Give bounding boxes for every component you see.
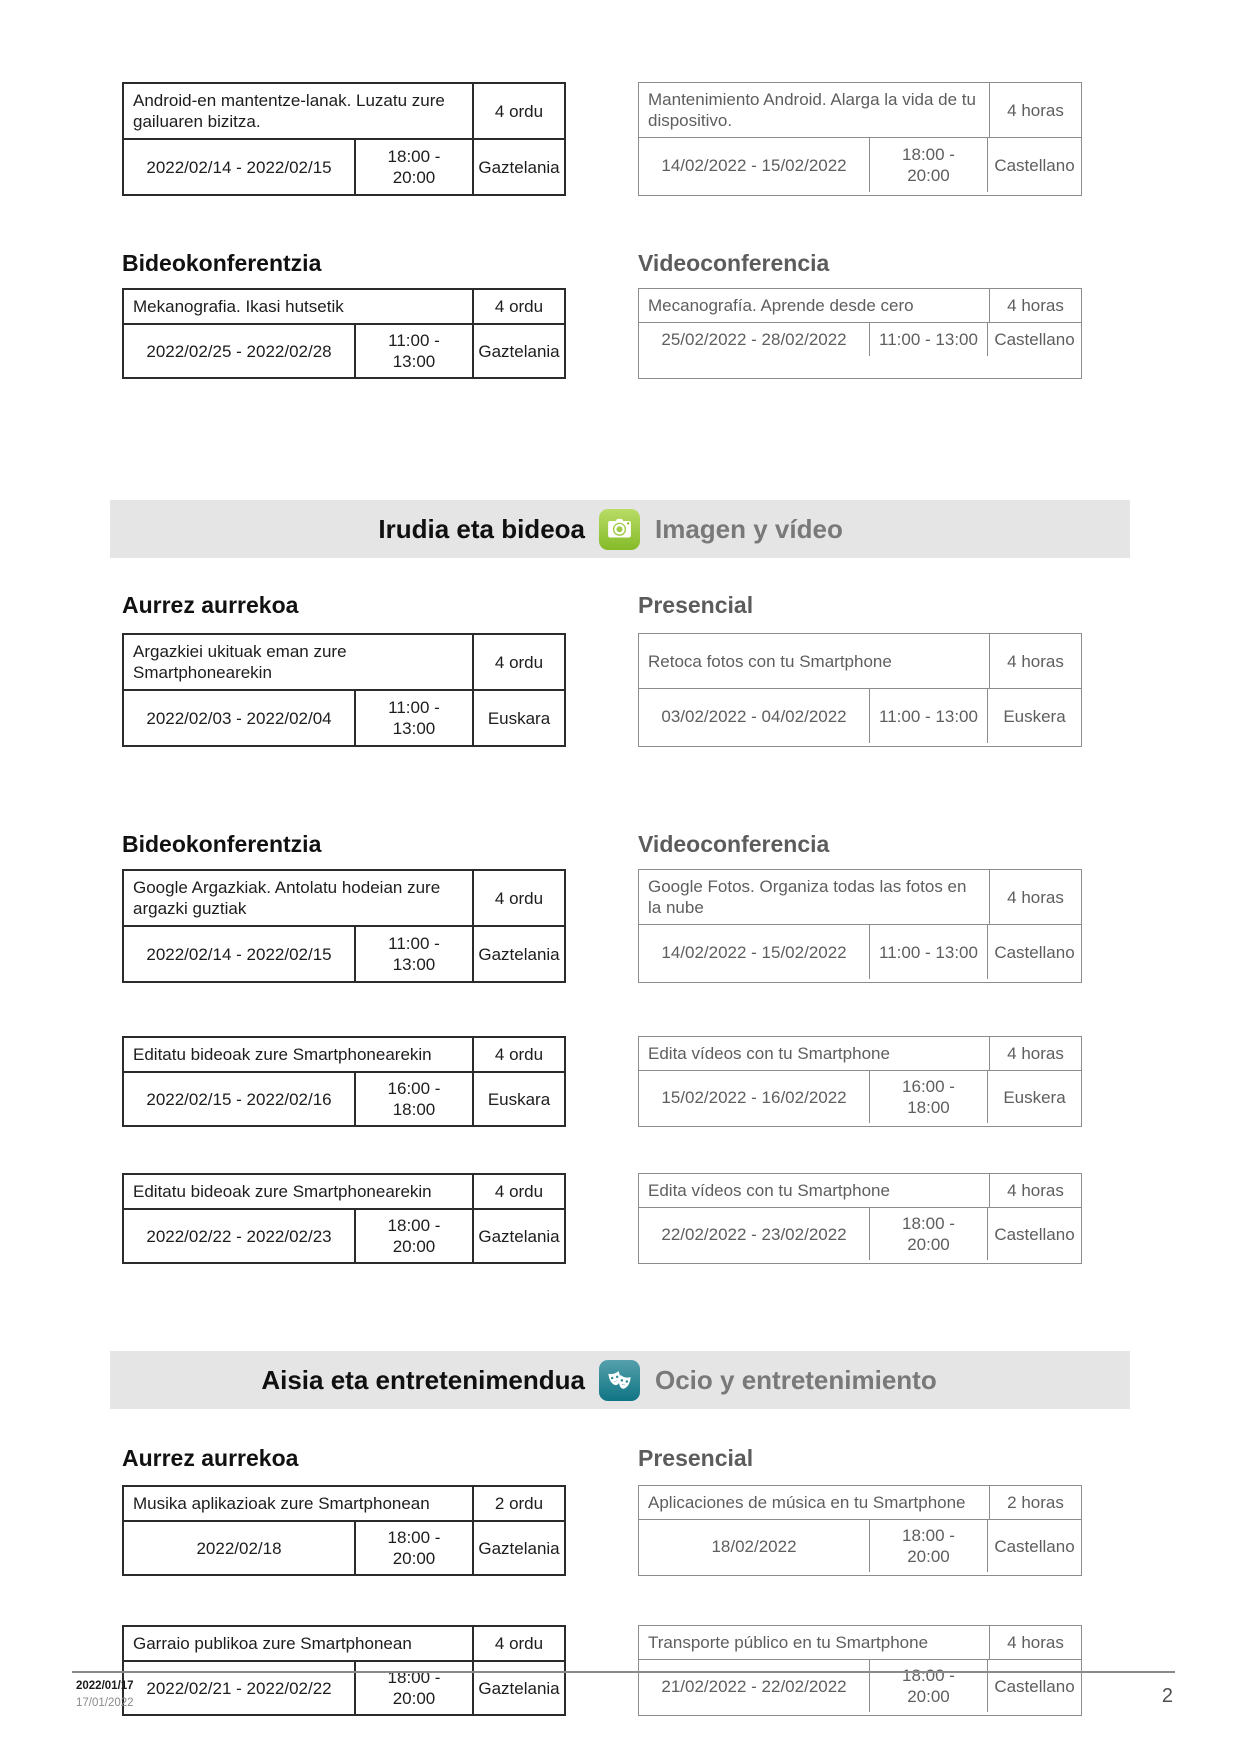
course-title-row <box>124 290 564 323</box>
course-duration: 4 horas <box>989 1037 1081 1070</box>
course-title: Edita vídeos con tu Smartphone <box>648 1044 890 1063</box>
course-dates: 2022/02/14 - 2022/02/15 <box>146 157 332 177</box>
course-title-row <box>639 870 1081 924</box>
course-card-eu <box>122 82 566 196</box>
course-time: 11:00 - 13:00 <box>869 689 987 743</box>
course-pair-music-apps <box>122 1485 1240 1576</box>
course-duration: 4 ordu <box>472 1175 564 1208</box>
course-title-row <box>124 1627 564 1660</box>
course-title-row <box>124 84 564 138</box>
course-schedule-row <box>124 1208 564 1262</box>
course-title: Aplicaciones de música en tu Smartphone <box>648 1493 966 1512</box>
course-duration: 4 ordu <box>472 84 564 138</box>
course-schedule-row <box>639 924 1081 979</box>
course-language: Castellano <box>987 138 1081 192</box>
course-card-eu <box>122 1485 566 1576</box>
course-title-row <box>124 1487 564 1520</box>
course-card-es <box>638 288 1082 379</box>
course-title: Retoca fotos con tu Smartphone <box>648 651 892 671</box>
course-pair-edit-videos-1 <box>122 1036 1240 1127</box>
course-title-row <box>639 289 1081 322</box>
footer-date-eu: 2022/01/17 <box>76 1680 134 1692</box>
course-duration: 2 ordu <box>472 1487 564 1520</box>
course-time: 18:00 - 20:00 <box>354 1662 472 1714</box>
course-pair-photo-retouch <box>122 633 1240 747</box>
course-duration: 4 horas <box>989 289 1081 322</box>
course-title: Musika aplikazioak zure Smartphonean <box>133 1494 430 1513</box>
course-duration: 4 ordu <box>472 290 564 323</box>
course-language: Gaztelania <box>472 325 564 377</box>
subheading-inperson <box>122 1445 1240 1471</box>
course-schedule-row <box>124 1520 564 1574</box>
course-dates: 2022/02/14 - 2022/02/15 <box>146 944 332 964</box>
course-dates: 2022/02/25 - 2022/02/28 <box>146 341 332 361</box>
course-schedule-row <box>124 1071 564 1125</box>
course-pair-google-photos <box>122 869 1240 983</box>
course-title: Editatu bideoak zure Smartphonearekin <box>133 1182 432 1201</box>
course-title: Editatu bideoak zure Smartphonearekin <box>133 1045 432 1064</box>
course-dates: 2022/02/03 - 2022/02/04 <box>146 708 332 728</box>
course-dates: 2022/02/21 - 2022/02/22 <box>146 1678 332 1698</box>
course-language: Gaztelania <box>472 927 564 981</box>
course-time: 18:00 - 20:00 <box>869 1660 987 1712</box>
course-time: 11:00 - 13:00 <box>354 927 472 981</box>
course-time: 11:00 - 13:00 <box>869 323 987 356</box>
course-title-row <box>639 1174 1081 1207</box>
course-schedule-row <box>639 1519 1081 1572</box>
course-dates: 25/02/2022 - 28/02/2022 <box>661 330 847 349</box>
course-card-es <box>638 82 1082 196</box>
course-title-row <box>124 871 564 925</box>
course-duration: 4 horas <box>989 634 1081 688</box>
section-title-eu: Aisia eta entretenimendua <box>261 1364 585 1395</box>
course-dates: 15/02/2022 - 16/02/2022 <box>661 1087 847 1107</box>
course-title-row <box>124 635 564 689</box>
course-language: Euskara <box>472 1073 564 1125</box>
course-time: 16:00 - 18:00 <box>354 1073 472 1125</box>
course-dates: 22/02/2022 - 23/02/2022 <box>661 1224 847 1244</box>
course-title: Transporte público en tu Smartphone <box>648 1633 929 1652</box>
course-title: Edita vídeos con tu Smartphone <box>648 1181 890 1200</box>
course-time: 18:00 - 20:00 <box>354 1210 472 1262</box>
course-dates: 14/02/2022 - 15/02/2022 <box>661 942 847 962</box>
course-card-es <box>638 1036 1082 1127</box>
course-time: 18:00 - 20:00 <box>354 140 472 194</box>
course-duration: 4 ordu <box>472 1038 564 1071</box>
course-dates: 2022/02/22 - 2022/02/23 <box>146 1226 332 1246</box>
course-duration: 4 horas <box>989 83 1081 137</box>
course-schedule-row <box>639 688 1081 743</box>
course-language: Castellano <box>987 925 1081 979</box>
course-dates: 14/02/2022 - 15/02/2022 <box>661 155 847 175</box>
course-card-eu <box>122 288 566 379</box>
course-dates: 2022/02/15 - 2022/02/16 <box>146 1089 332 1109</box>
course-title-row <box>639 634 1081 688</box>
course-language: Castellano <box>987 1520 1081 1572</box>
section-title-es: Imagen y vídeo <box>655 513 843 544</box>
course-duration: 4 horas <box>989 1626 1081 1659</box>
course-time: 18:00 - 20:00 <box>869 1208 987 1260</box>
theater-masks-icon <box>599 1360 640 1401</box>
course-time: 16:00 - 18:00 <box>869 1071 987 1123</box>
course-language: Euskera <box>987 1071 1081 1123</box>
course-title: Google Fotos. Organiza todas las fotos en la nube <box>648 877 967 917</box>
course-schedule-row <box>124 323 564 377</box>
course-title: Mecanografía. Aprende desde cero <box>648 296 914 315</box>
course-title-row <box>124 1038 564 1071</box>
course-dates: 2022/02/18 <box>196 1538 282 1558</box>
course-dates: 03/02/2022 - 04/02/2022 <box>661 706 847 726</box>
course-pair-typing <box>122 288 1240 379</box>
course-title-row <box>639 83 1081 137</box>
course-time: 11:00 - 13:00 <box>354 691 472 745</box>
course-language: Gaztelania <box>472 1210 564 1262</box>
course-duration: 4 ordu <box>472 635 564 689</box>
course-card-es <box>638 633 1082 747</box>
page-number: 2 <box>1161 1685 1173 1707</box>
course-language: Gaztelania <box>472 140 564 194</box>
course-title-row <box>639 1486 1081 1519</box>
course-schedule-row <box>124 689 564 745</box>
course-language: Gaztelania <box>472 1522 564 1574</box>
course-schedule-row <box>639 322 1081 356</box>
subheading-videoconference <box>122 831 1240 857</box>
course-schedule-row <box>639 137 1081 192</box>
section-title-es: Ocio y entretenimiento <box>655 1364 937 1395</box>
course-language: Castellano <box>987 1208 1081 1260</box>
course-language: Castellano <box>987 323 1081 356</box>
course-time: 11:00 - 13:00 <box>354 325 472 377</box>
course-card-eu <box>122 869 566 983</box>
course-card-eu <box>122 633 566 747</box>
course-language: Euskara <box>472 691 564 745</box>
page-footer <box>72 1671 1175 1709</box>
course-title-row <box>639 1037 1081 1070</box>
camera-icon <box>599 509 640 550</box>
subheading-eu: Bideokonferentzia <box>122 831 322 857</box>
course-duration: 4 horas <box>989 870 1081 924</box>
course-card-es <box>638 1485 1082 1576</box>
footer-date-es: 17/01/2022 <box>76 1697 134 1709</box>
subheading-es: Videoconferencia <box>638 250 830 276</box>
course-title: Garraio publikoa zure Smartphonean <box>133 1634 412 1653</box>
course-title: Argazkiei ukituak eman zure Smartphonearekin <box>133 642 347 682</box>
subheading-eu: Aurrez aurrekoa <box>122 592 299 618</box>
course-language: Euskera <box>987 689 1081 743</box>
course-schedule-row <box>124 138 564 194</box>
course-language: Castellano <box>987 1660 1081 1712</box>
section-title-eu: Irudia eta bideoa <box>378 513 585 544</box>
course-time: 18:00 - 20:00 <box>869 1520 987 1572</box>
course-title-row <box>124 1175 564 1208</box>
subheading-es: Presencial <box>638 1445 754 1471</box>
course-title: Mekanografia. Ikasi hutsetik <box>133 297 344 316</box>
subheading-es: Videoconferencia <box>638 831 830 857</box>
course-duration: 4 horas <box>989 1174 1081 1207</box>
course-pair-edit-videos-2 <box>122 1173 1240 1264</box>
course-pair-android <box>122 82 1240 196</box>
course-schedule-row <box>124 925 564 981</box>
subheading-videoconference <box>122 250 1240 276</box>
course-card-es <box>638 869 1082 983</box>
course-card-eu <box>122 1173 566 1264</box>
course-time: 18:00 - 20:00 <box>354 1522 472 1574</box>
course-title-row <box>639 1626 1081 1659</box>
subheading-inperson <box>122 592 1240 618</box>
course-duration: 2 horas <box>989 1486 1081 1519</box>
subheading-eu: Bideokonferentzia <box>122 250 322 276</box>
course-card-eu <box>122 1036 566 1127</box>
course-schedule-row <box>639 1207 1081 1260</box>
course-title: Google Argazkiak. Antolatu hodeian zure argazki guztiak <box>133 878 441 918</box>
subheading-eu: Aurrez aurrekoa <box>122 1445 299 1471</box>
section-banner-leisure <box>110 1351 1130 1409</box>
course-duration: 4 ordu <box>472 871 564 925</box>
course-dates: 21/02/2022 - 22/02/2022 <box>661 1676 847 1696</box>
course-dates: 18/02/2022 <box>711 1536 797 1556</box>
section-banner-image-video <box>110 500 1130 558</box>
subheading-es: Presencial <box>638 592 754 618</box>
course-title: Android-en mantentze-lanak. Luzatu zure gailuaren bizitza. <box>133 91 445 131</box>
course-card-es <box>638 1173 1082 1264</box>
course-time: 18:00 - 20:00 <box>869 138 987 192</box>
course-language: Gaztelania <box>472 1662 564 1714</box>
course-schedule-row <box>639 1070 1081 1123</box>
course-duration: 4 ordu <box>472 1627 564 1660</box>
course-time: 11:00 - 13:00 <box>869 925 987 979</box>
course-title: Mantenimiento Android. Alarga la vida de tu dispositivo. <box>648 90 976 130</box>
